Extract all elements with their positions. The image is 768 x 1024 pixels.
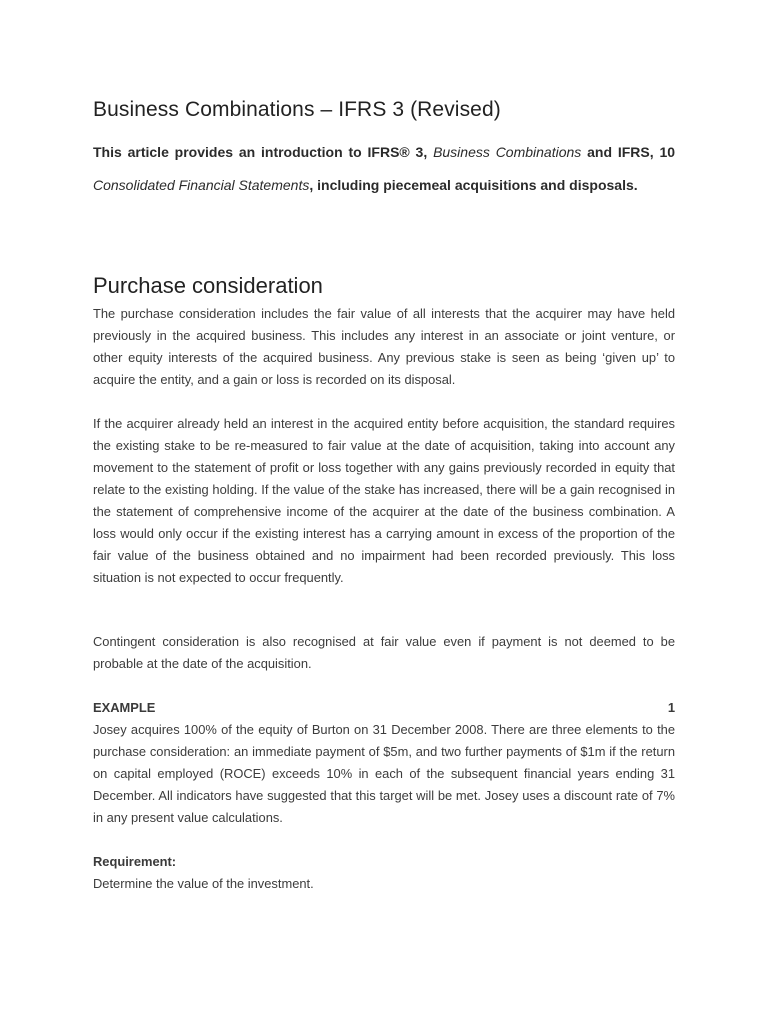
document-title: Business Combinations – IFRS 3 (Revised) — [93, 98, 501, 121]
section-heading: Purchase consideration — [93, 273, 323, 298]
example-header — [93, 697, 675, 719]
requirement-text: Determine the value of the investment. — [93, 876, 314, 891]
example-label: EXAMPLE — [93, 700, 156, 715]
paragraph-3: Contingent consideration is also recognised at fair value even if payment is not deemed to be probable at the date of the acquisition. — [93, 634, 675, 671]
intro-text-2: and IFRS, 10 — [587, 144, 676, 160]
example-text: Josey acquires 100% of the equity of Burton on 31 December 2008. There are three elements to the purchase consideration: an immediate payment of $5m, and two further payments of $1m if the return on capital employed (ROCE) exceeds 10% in each of the subsequent financial years ending 31 December. All indicators have suggested that this target will be met. Josey uses a discount rate of 7% in any present value calculations. — [93, 722, 675, 825]
paragraph-1: The purchase consideration includes the fair value of all interests that the acquirer may have held previously in the acquired business. This includes any interest in an associate or joint venture, or other equity interests of the acquired business. Any previous stake is seen as being ‘given up’ to acquire the entity, and a gain or loss is recorded on its disposal. — [93, 306, 675, 387]
intro-italic-1: Business Combinations — [433, 144, 582, 160]
example-number: 1 — [667, 700, 675, 715]
requirement-label: Requirement: — [93, 854, 177, 869]
paragraph-2: If the acquirer already held an interest in the acquired entity before acquisition, the standard requires the existing stake to be re-measured to fair value at the date of acquisition, taking into account any movement to the statement of profit or loss together with any gains previously recorded in equity that relate to the existing holding. If the value of the stake has increased, there will be a gain recognised in the statement of comprehensive income of the acquirer at the date of the business combination. A loss would only occur if the existing interest has a carrying amount in excess of the proportion of the fair value of the business obtained and no impairment had been recorded previously. This loss situation is not expected to occur frequently. — [93, 416, 675, 585]
intro-text-3: , including piecemeal acquisitions and disposals. — [309, 176, 638, 193]
intro-paragraph — [93, 136, 675, 201]
intro-italic-2: Consolidated Financial Statements — [93, 176, 310, 193]
intro-text-1: This article provides an introduction to IFRS® 3, — [93, 144, 428, 160]
